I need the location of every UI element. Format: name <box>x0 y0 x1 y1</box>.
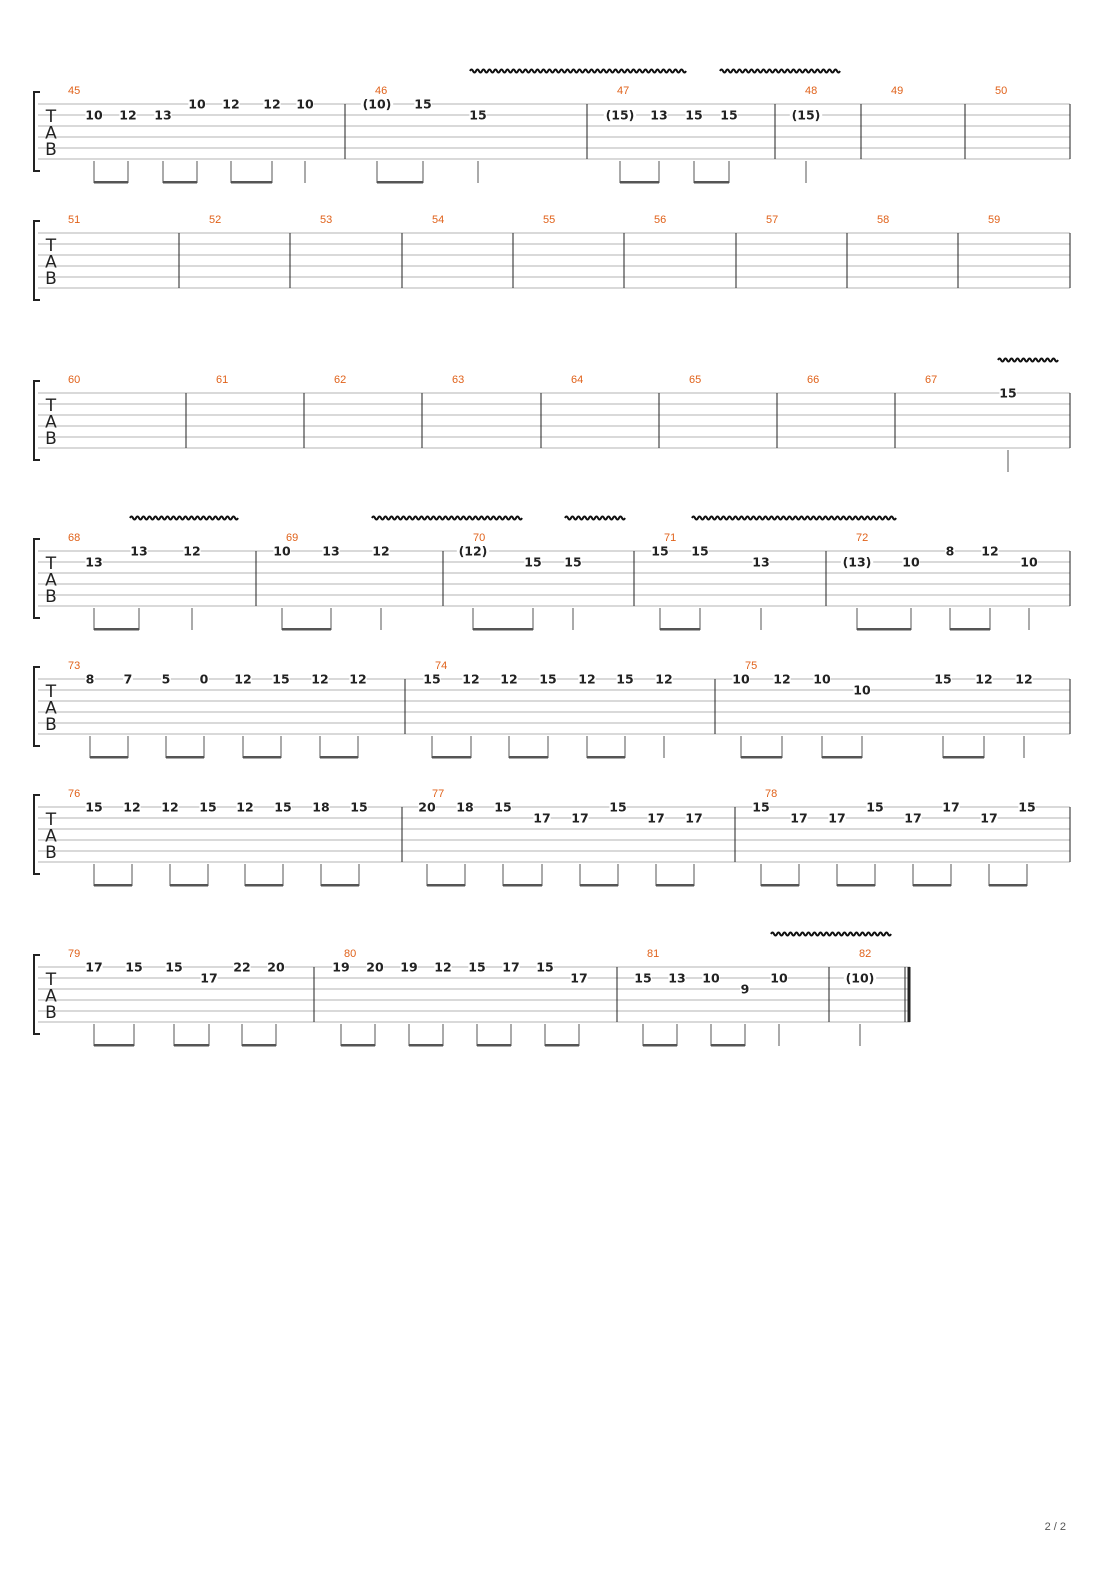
beam <box>242 1044 276 1047</box>
measure-number: 52 <box>209 214 222 226</box>
measure <box>334 374 346 386</box>
tab-clef-letter: T <box>45 970 57 990</box>
measure <box>68 85 314 184</box>
fret-number: 20 <box>366 959 384 975</box>
beam <box>837 884 875 887</box>
fret-number: 13 <box>650 107 668 123</box>
tab-system <box>34 933 911 1047</box>
tab-clef-letter: B <box>45 1003 57 1023</box>
fret-number: 13 <box>752 554 770 570</box>
fret-number: 19 <box>332 959 350 975</box>
fret-number: 10 <box>702 970 720 986</box>
beam <box>166 756 204 759</box>
measure <box>651 532 769 631</box>
fret-number: 17 <box>200 970 218 986</box>
fret-number: 12 <box>123 799 141 815</box>
fret-number: (12) <box>458 543 488 559</box>
fret-number: 13 <box>154 107 172 123</box>
fret-number: 15 <box>414 96 432 112</box>
vibrato-mark <box>998 359 1058 362</box>
fret-number: 10 <box>902 554 920 570</box>
beam <box>163 181 197 184</box>
fret-number: 12 <box>234 671 252 687</box>
tab-clef-letter: T <box>45 682 57 702</box>
fret-number: 15 <box>350 799 368 815</box>
measure <box>925 374 1017 472</box>
measure <box>68 948 285 1047</box>
fret-number: 15 <box>651 543 669 559</box>
beam <box>473 628 533 631</box>
fret-number: 17 <box>533 810 551 826</box>
beam <box>170 884 208 887</box>
beam <box>741 756 782 759</box>
measure-number: 45 <box>68 85 81 97</box>
fret-number: 18 <box>312 799 330 815</box>
beam <box>94 1044 134 1047</box>
measure-number: 76 <box>68 788 81 800</box>
measure <box>418 788 702 887</box>
fret-number: 15 <box>866 799 884 815</box>
measure-number: 77 <box>432 788 445 800</box>
fret-number: 12 <box>119 107 137 123</box>
vibrato-mark <box>720 70 840 73</box>
fret-number: 15 <box>564 554 582 570</box>
beam <box>913 884 951 887</box>
fret-number: (10) <box>845 970 875 986</box>
measure-number: 68 <box>68 532 81 544</box>
fret-number: 0 <box>199 671 209 687</box>
fret-number: 15 <box>494 799 512 815</box>
fret-number: 12 <box>773 671 791 687</box>
measure <box>752 788 1035 887</box>
final-barline-thick <box>908 967 911 1022</box>
measure-number: 57 <box>766 214 779 226</box>
fret-number: 12 <box>975 671 993 687</box>
fret-number: 13 <box>322 543 340 559</box>
beam <box>545 1044 579 1047</box>
tab-system <box>34 517 1070 631</box>
beam <box>711 1044 745 1047</box>
measure-number: 53 <box>320 214 333 226</box>
beam <box>822 756 862 759</box>
measure <box>807 374 819 386</box>
fret-number: 10 <box>770 970 788 986</box>
fret-number: 12 <box>462 671 480 687</box>
beam <box>341 1044 375 1047</box>
beam <box>94 884 132 887</box>
measure <box>320 214 332 226</box>
fret-number: 15 <box>524 554 542 570</box>
fret-number: 5 <box>161 671 171 687</box>
fret-number: 12 <box>1015 671 1033 687</box>
vibrato-mark <box>130 517 238 520</box>
fret-number: 17 <box>980 810 998 826</box>
measure-number: 80 <box>344 948 357 960</box>
measure <box>432 214 444 226</box>
measure-number: 70 <box>473 532 486 544</box>
beam <box>580 884 618 887</box>
fret-number: 15 <box>616 671 634 687</box>
fret-number: 17 <box>571 810 589 826</box>
measure <box>68 532 201 631</box>
measure <box>634 948 788 1047</box>
fret-number: 20 <box>418 799 436 815</box>
beam <box>503 884 542 887</box>
fret-number: 13 <box>668 970 686 986</box>
measure-number: 61 <box>216 374 229 386</box>
fret-number: 17 <box>790 810 808 826</box>
beam <box>90 756 128 759</box>
fret-number: 12 <box>183 543 201 559</box>
beam <box>761 884 799 887</box>
measure <box>68 660 367 759</box>
beam <box>643 1044 677 1047</box>
fret-number: (13) <box>842 554 872 570</box>
measure-number: 55 <box>543 214 556 226</box>
measure-number: 72 <box>856 532 869 544</box>
measure-number: 56 <box>654 214 667 226</box>
measure <box>988 214 1000 226</box>
beam <box>94 628 139 631</box>
fret-number: 10 <box>732 671 750 687</box>
tab-clef-letter: T <box>45 810 57 830</box>
fret-number: 15 <box>125 959 143 975</box>
fret-number: 12 <box>263 96 281 112</box>
measure-number: 59 <box>988 214 1001 226</box>
fret-number: (15) <box>791 107 821 123</box>
fret-number: 12 <box>372 543 390 559</box>
measure-number: 62 <box>334 374 347 386</box>
tab-clef-letter: B <box>45 587 57 607</box>
measure <box>766 214 778 226</box>
fret-number: 15 <box>85 799 103 815</box>
measure-number: 47 <box>617 85 630 97</box>
fret-number: 12 <box>222 96 240 112</box>
fret-number: 10 <box>188 96 206 112</box>
fret-number: 13 <box>85 554 103 570</box>
measure-number: 60 <box>68 374 81 386</box>
fret-number: 15 <box>165 959 183 975</box>
fret-number: 15 <box>934 671 952 687</box>
measure-number: 64 <box>571 374 584 386</box>
measure-number: 71 <box>664 532 677 544</box>
tab-system <box>34 660 1070 759</box>
beam <box>477 1044 511 1047</box>
beam <box>377 181 423 184</box>
fret-number: 20 <box>267 959 285 975</box>
tab-clef-letter: T <box>45 554 57 574</box>
tab-clef-letter: T <box>45 236 57 256</box>
fret-number: 12 <box>500 671 518 687</box>
beam <box>94 181 128 184</box>
tab-clef-letter: A <box>45 986 57 1007</box>
fret-number: 17 <box>647 810 665 826</box>
measure <box>543 214 555 226</box>
tab-clef-letter: T <box>45 107 57 127</box>
measure <box>877 214 889 226</box>
fret-number: 12 <box>349 671 367 687</box>
measure <box>457 532 582 631</box>
vibrato-mark <box>692 517 896 520</box>
beam <box>943 756 984 759</box>
fret-number: 15 <box>469 107 487 123</box>
tab-clef-letter: A <box>45 570 57 591</box>
tab-clef-letter: B <box>45 843 57 863</box>
fret-number: 15 <box>272 671 290 687</box>
measure <box>654 214 666 226</box>
fret-number: 22 <box>233 959 251 975</box>
fret-number: 12 <box>981 543 999 559</box>
page-number: 2 / 2 <box>1044 1521 1066 1533</box>
fret-number: 15 <box>274 799 292 815</box>
measure <box>68 214 80 226</box>
fret-number: 15 <box>720 107 738 123</box>
beam <box>660 628 700 631</box>
tab-clef-letter: A <box>45 412 57 433</box>
fret-number: 15 <box>536 959 554 975</box>
measure <box>209 214 221 226</box>
tab-system <box>34 214 1070 300</box>
fret-number: 15 <box>423 671 441 687</box>
measure-number: 54 <box>432 214 445 226</box>
measure-number: 82 <box>859 948 872 960</box>
tab-clef-letter: A <box>45 123 57 144</box>
beam <box>243 756 281 759</box>
measure-number: 69 <box>286 532 299 544</box>
beam <box>432 756 471 759</box>
fret-number: 15 <box>691 543 709 559</box>
fret-number: 13 <box>130 543 148 559</box>
beam <box>509 756 548 759</box>
fret-number: 9 <box>740 981 750 997</box>
measure-number: 81 <box>647 948 660 960</box>
beam <box>321 884 359 887</box>
measure <box>689 374 701 386</box>
beam <box>989 884 1027 887</box>
measure-number: 78 <box>765 788 778 800</box>
measure-number: 73 <box>68 660 81 672</box>
fret-number: 17 <box>685 810 703 826</box>
fret-number: 17 <box>904 810 922 826</box>
fret-number: 12 <box>236 799 254 815</box>
measure <box>891 85 903 97</box>
beam <box>587 756 625 759</box>
beam <box>694 181 729 184</box>
fret-number: 17 <box>85 959 103 975</box>
tab-system <box>34 70 1070 184</box>
measure <box>68 788 368 887</box>
measure <box>790 85 822 183</box>
beam <box>950 628 990 631</box>
fret-number: 17 <box>570 970 588 986</box>
fret-number: 18 <box>456 799 474 815</box>
measure <box>571 374 583 386</box>
measure-number: 65 <box>689 374 702 386</box>
fret-number: 15 <box>752 799 770 815</box>
measure-number: 75 <box>745 660 758 672</box>
vibrato-mark <box>372 517 522 520</box>
measure <box>216 374 228 386</box>
measure-number: 46 <box>375 85 388 97</box>
fret-number: 15 <box>634 970 652 986</box>
measure-number: 58 <box>877 214 890 226</box>
measure <box>844 948 876 1046</box>
fret-number: 17 <box>942 799 960 815</box>
beam <box>282 628 331 631</box>
fret-number: 12 <box>161 799 179 815</box>
measure-number: 67 <box>925 374 938 386</box>
fret-number: 12 <box>655 671 673 687</box>
tab-clef-letter: B <box>45 715 57 735</box>
fret-number: 12 <box>311 671 329 687</box>
fret-number: 15 <box>199 799 217 815</box>
measure-number: 50 <box>995 85 1008 97</box>
tab-clef-letter: T <box>45 396 57 416</box>
fret-number: 8 <box>945 543 955 559</box>
measure <box>361 85 487 184</box>
fret-number: 8 <box>85 671 95 687</box>
beam <box>620 181 659 184</box>
fret-number: 10 <box>853 682 871 698</box>
fret-number: 19 <box>400 959 418 975</box>
fret-number: 15 <box>685 107 703 123</box>
fret-number: (10) <box>362 96 392 112</box>
tab-system <box>34 788 1070 887</box>
beam <box>231 181 272 184</box>
vibrato-mark <box>470 70 686 73</box>
fret-number: 15 <box>999 385 1017 401</box>
fret-number: 12 <box>434 959 452 975</box>
fret-number: 12 <box>578 671 596 687</box>
measure <box>604 85 738 184</box>
fret-number: 17 <box>502 959 520 975</box>
fret-number: 15 <box>468 959 486 975</box>
fret-number: 17 <box>828 810 846 826</box>
beam <box>174 1044 209 1047</box>
beam <box>320 756 358 759</box>
beam <box>427 884 465 887</box>
measure <box>452 374 464 386</box>
tab-clef-letter: B <box>45 140 57 160</box>
vibrato-mark <box>771 933 891 936</box>
measure <box>995 85 1007 97</box>
beam <box>245 884 283 887</box>
measure <box>841 532 1038 631</box>
fret-number: 15 <box>1018 799 1036 815</box>
measure-number: 74 <box>435 660 448 672</box>
measure-number: 51 <box>68 214 81 226</box>
beam <box>656 884 694 887</box>
measure-number: 66 <box>807 374 820 386</box>
tab-clef-letter: A <box>45 252 57 273</box>
measure <box>273 532 389 631</box>
vibrato-mark <box>565 517 625 520</box>
fret-number: 10 <box>1020 554 1038 570</box>
beam <box>857 628 911 631</box>
measure <box>423 660 672 759</box>
measure-number: 63 <box>452 374 465 386</box>
measure <box>68 374 80 386</box>
fret-number: 10 <box>296 96 314 112</box>
fret-number: 15 <box>609 799 627 815</box>
tab-clef-letter: A <box>45 826 57 847</box>
tab-clef-letter: B <box>45 269 57 289</box>
measure <box>332 948 587 1047</box>
fret-number: 10 <box>273 543 291 559</box>
tab-clef-letter: B <box>45 429 57 449</box>
fret-number: 7 <box>123 671 133 687</box>
fret-number: (15) <box>605 107 635 123</box>
fret-number: 15 <box>539 671 557 687</box>
tab-clef-letter: A <box>45 698 57 719</box>
beam <box>409 1044 443 1047</box>
measure-number: 79 <box>68 948 81 960</box>
measure <box>732 660 1032 759</box>
fret-number: 10 <box>813 671 831 687</box>
measure-number: 49 <box>891 85 904 97</box>
tab-system <box>34 359 1070 473</box>
fret-number: 10 <box>85 107 103 123</box>
measure-number: 48 <box>805 85 818 97</box>
